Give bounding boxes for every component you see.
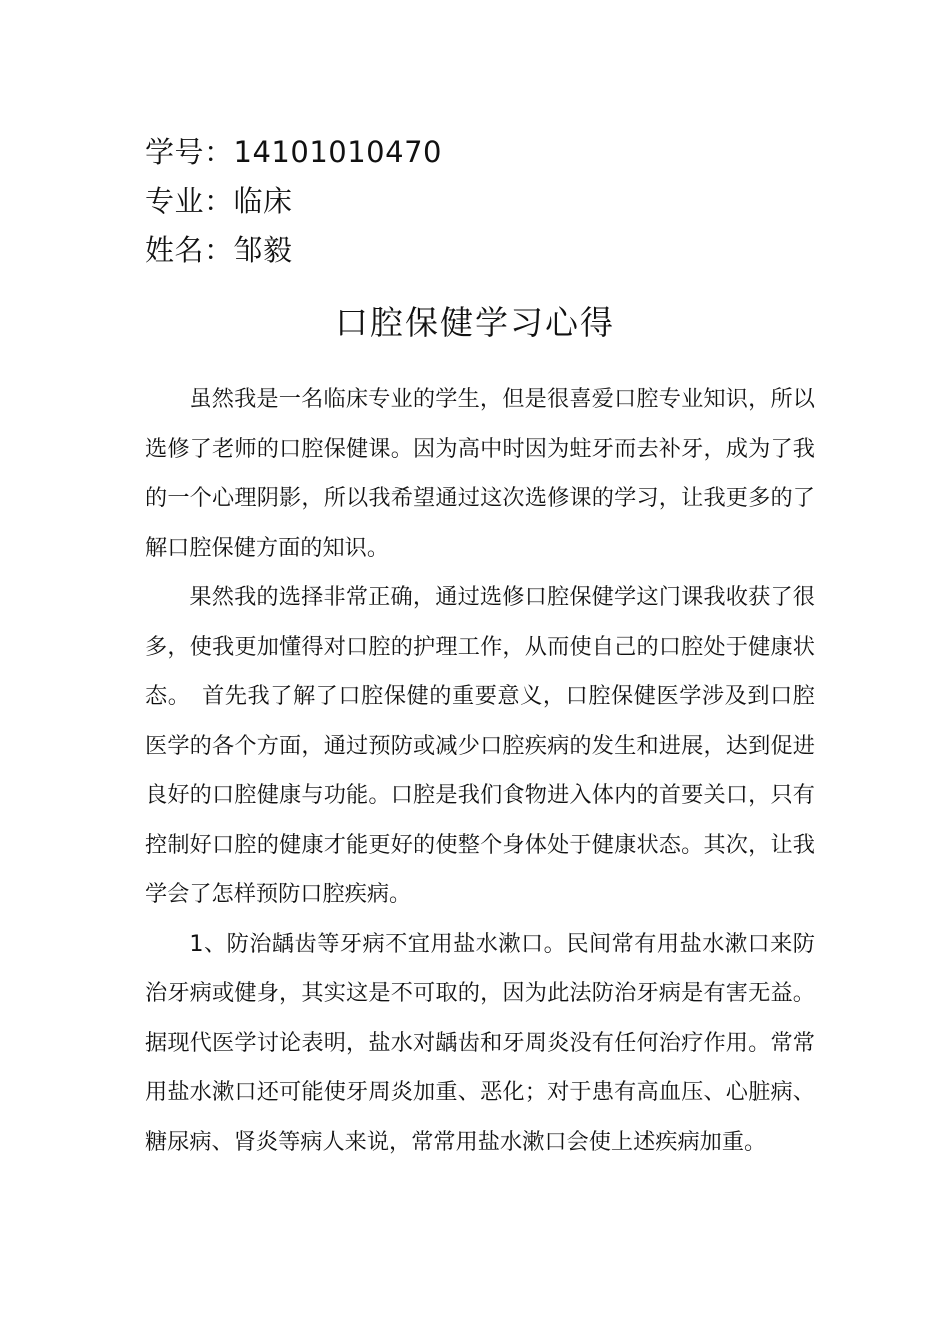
name-label: 姓名： — [145, 233, 234, 267]
student-id-label: 学号： — [145, 135, 234, 169]
major-value: 临床 — [233, 184, 293, 218]
paragraph-3: 1、防治龋齿等牙病不宜用盐水漱口。民间常有用盐水漱口来防治牙病或健身，其实这是不可取的，因为此法防治牙病是有害无益。据现代医学讨论表明，盐水对龋齿和牙周炎没有任何治疗作用。常常用盐水漱口还可能使牙周炎加重、恶化；对于患有高血压、心脏病、糖尿病、肾炎等病人来说，常常用盐水漱口会使上述疾病加重。 — [145, 930, 815, 1155]
major-label: 专业： — [145, 184, 234, 218]
name-line — [145, 226, 442, 275]
student-info — [145, 128, 442, 275]
paragraph-2: 果然我的选择非常正确，通过选修口腔保健学这门课我收获了很多，使我更加懂得对口腔的护理工作，从而使自己的口腔处于健康状态。 首先我了解了口腔保健的重要意义，口腔保健医学涉及到口腔医学的各个方面，通过预防或减少口腔疾病的发生和进展，达到促进良好的口腔健康与功能。口腔是我们食物进入体内的首要关口，只有控制好口腔的健康才能更好的使整个身体处于健康状态。其次，让我学会了怎样预防口腔疾病。 — [145, 584, 815, 907]
document-title: 口腔保健学习心得 — [335, 303, 615, 342]
name-value: 邹毅 — [233, 233, 293, 267]
paragraph-1: 虽然我是一名临床专业的学生，但是很喜爱口腔专业知识，所以选修了老师的口腔保健课。因为高中时因为蛀牙而去补牙，成为了我的一个心理阴影，所以我希望通过这次选修课的学习，让我更多的了解口腔保健方面的知识。 — [145, 386, 815, 561]
major-line — [145, 177, 442, 226]
student-id-line — [145, 128, 442, 177]
student-id-value: 14101010470 — [233, 135, 442, 169]
document-body — [145, 375, 815, 1167]
